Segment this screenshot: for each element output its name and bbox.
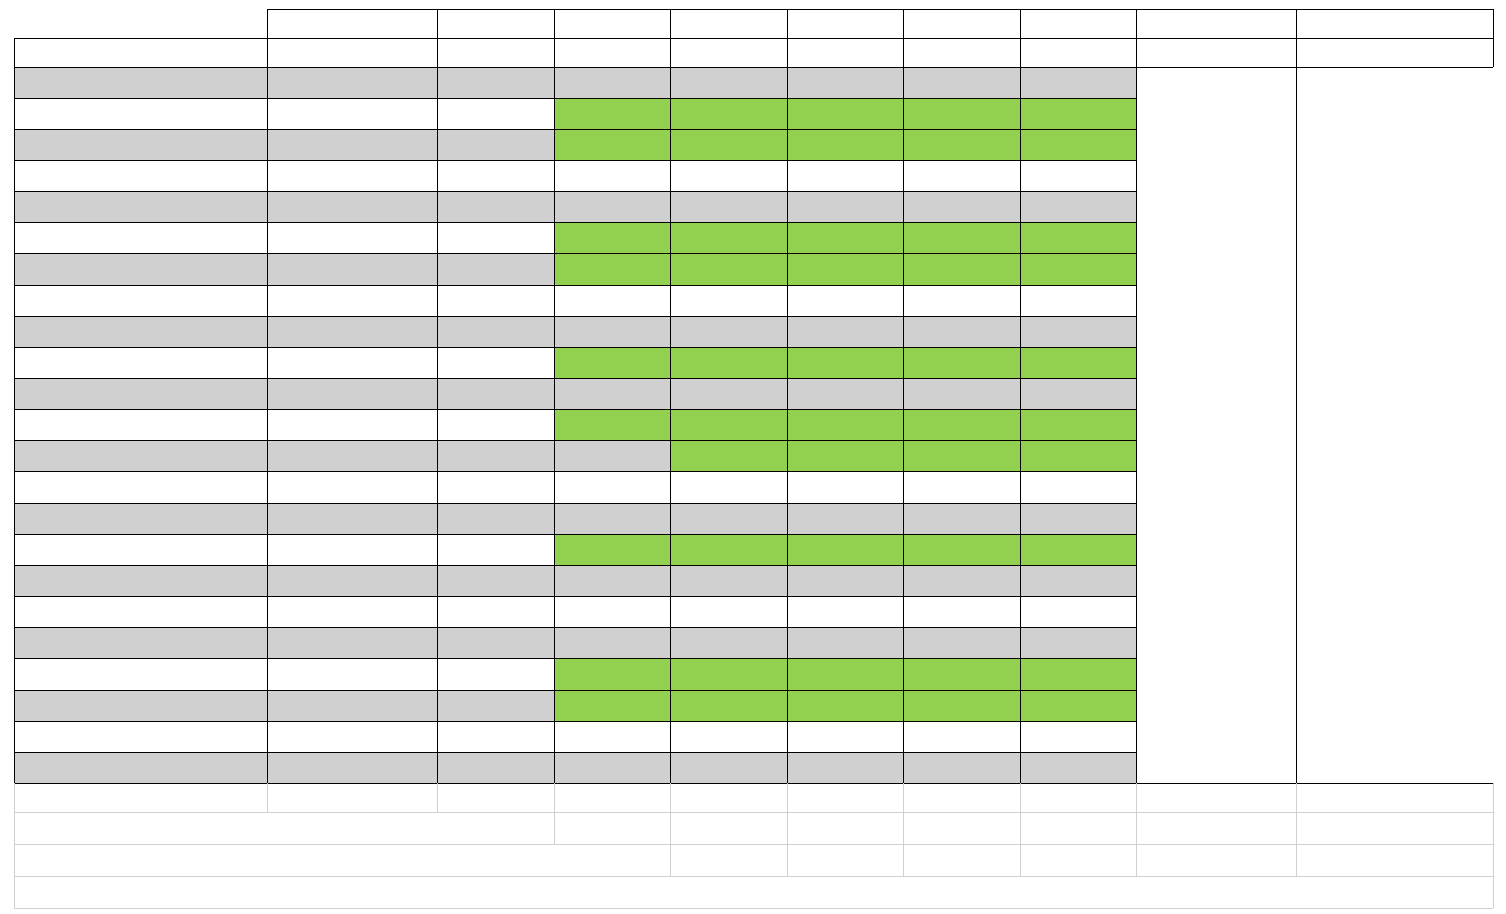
grid-line bbox=[267, 9, 268, 67]
event-name bbox=[14, 285, 267, 316]
event-name bbox=[14, 347, 267, 378]
impound-mark bbox=[437, 534, 554, 565]
event-name bbox=[14, 98, 267, 129]
grid-line bbox=[14, 347, 1136, 348]
grid-line bbox=[14, 534, 1136, 535]
header-column-label bbox=[14, 9, 267, 38]
grid-line bbox=[1020, 67, 1021, 783]
grid-line bbox=[1296, 9, 1297, 67]
header-time-label bbox=[1020, 38, 1136, 67]
self-schedule-band bbox=[554, 347, 1136, 378]
impound-mark bbox=[437, 472, 554, 503]
grid-line bbox=[267, 67, 268, 783]
grid-line bbox=[1136, 844, 1137, 876]
self-schedule-band bbox=[554, 534, 1136, 565]
impound-mark bbox=[437, 690, 554, 721]
grid-line bbox=[554, 9, 555, 67]
impound-mark bbox=[437, 565, 554, 596]
grid-line bbox=[14, 908, 1493, 909]
event-time-mark bbox=[670, 67, 787, 98]
grid-line bbox=[14, 596, 1136, 597]
grid-line bbox=[14, 129, 1136, 130]
header-column-label bbox=[903, 9, 1020, 38]
event-name bbox=[14, 534, 267, 565]
grid-line bbox=[14, 222, 1136, 223]
impound-mark bbox=[437, 410, 554, 441]
event-name bbox=[14, 67, 267, 98]
grid-line bbox=[14, 752, 1136, 753]
self-schedule-band bbox=[554, 659, 1136, 690]
impound-mark bbox=[437, 628, 554, 659]
grid-line bbox=[14, 38, 15, 783]
grid-line bbox=[554, 812, 555, 844]
event-time-mark bbox=[787, 472, 903, 503]
grid-line bbox=[1136, 9, 1137, 67]
grid-line bbox=[903, 844, 904, 876]
grid-line bbox=[670, 67, 671, 783]
grid-line bbox=[14, 378, 1136, 379]
grid-line bbox=[14, 721, 1136, 722]
impound-mark bbox=[437, 67, 554, 98]
grid-line bbox=[14, 503, 1136, 504]
header-time-label bbox=[670, 38, 787, 67]
header-column-label bbox=[1296, 9, 1493, 38]
event-name bbox=[14, 160, 267, 191]
grid-line bbox=[14, 38, 1493, 39]
header-column-label bbox=[1020, 9, 1136, 38]
footnote bbox=[14, 844, 714, 876]
grid-line bbox=[1296, 812, 1297, 844]
impound-mark bbox=[437, 721, 554, 752]
grid-line bbox=[1136, 783, 1493, 784]
self-schedule-band bbox=[554, 98, 1136, 129]
footnote bbox=[14, 876, 714, 908]
grid-line bbox=[14, 160, 1136, 161]
grid-line bbox=[670, 783, 671, 812]
grid-line bbox=[437, 67, 438, 783]
grid-line bbox=[14, 690, 1136, 691]
impound-mark bbox=[437, 192, 554, 223]
grid-line bbox=[670, 9, 671, 67]
footnote bbox=[14, 812, 714, 844]
impound-mark bbox=[437, 129, 554, 160]
event-name bbox=[14, 472, 267, 503]
grid-line bbox=[1020, 844, 1021, 876]
event-time-mark bbox=[787, 503, 903, 534]
impound-mark bbox=[437, 223, 554, 254]
header-time-label bbox=[437, 38, 554, 67]
grid-line bbox=[903, 9, 904, 67]
grid-line bbox=[1136, 783, 1137, 812]
grid-line bbox=[1296, 67, 1297, 783]
grid-line bbox=[787, 67, 788, 783]
impound-mark bbox=[437, 752, 554, 783]
awards-notice bbox=[1296, 67, 1493, 783]
grid-line bbox=[437, 9, 438, 67]
event-name bbox=[14, 316, 267, 347]
event-name bbox=[14, 690, 267, 721]
grid-line bbox=[267, 783, 268, 812]
event-name bbox=[14, 565, 267, 596]
grid-line bbox=[267, 9, 1493, 10]
grid-line bbox=[670, 844, 671, 876]
impound-mark bbox=[437, 597, 554, 628]
grid-line bbox=[14, 876, 1493, 877]
event-time-mark bbox=[670, 628, 787, 659]
event-name bbox=[14, 192, 267, 223]
event-time-mark bbox=[670, 565, 787, 596]
header-time-label bbox=[1136, 38, 1296, 67]
grid-line bbox=[787, 9, 788, 67]
grid-line bbox=[14, 440, 1136, 441]
event-name bbox=[14, 379, 267, 410]
event-name bbox=[14, 254, 267, 285]
event-time-mark bbox=[903, 752, 1020, 783]
grid-line bbox=[1020, 783, 1021, 812]
grid-line bbox=[437, 783, 438, 812]
grid-line bbox=[14, 253, 1136, 254]
event-time-mark bbox=[554, 316, 670, 347]
impound-mark bbox=[437, 285, 554, 316]
event-name bbox=[14, 410, 267, 441]
header-column-label bbox=[787, 9, 903, 38]
event-time-mark bbox=[787, 192, 903, 223]
grid-line bbox=[14, 316, 1136, 317]
impound-mark bbox=[437, 441, 554, 472]
impound-mark bbox=[437, 316, 554, 347]
impound-mark bbox=[437, 98, 554, 129]
grid-line bbox=[1020, 9, 1021, 67]
grid-line bbox=[787, 812, 788, 844]
grid-line bbox=[787, 783, 788, 812]
grid-line bbox=[14, 565, 1136, 566]
header-time-label bbox=[14, 38, 267, 67]
grid-line bbox=[14, 812, 1493, 813]
impound-mark bbox=[437, 379, 554, 410]
self-schedule-band bbox=[554, 254, 1136, 285]
header-column-label bbox=[437, 9, 554, 38]
grid-line bbox=[14, 783, 15, 908]
event-name bbox=[14, 721, 267, 752]
grid-line bbox=[14, 409, 1136, 410]
header-time-label bbox=[267, 38, 437, 67]
clear-out-notice bbox=[1136, 67, 1296, 783]
event-time-mark bbox=[1020, 721, 1136, 752]
grid-line bbox=[14, 191, 1136, 192]
grid-line bbox=[14, 783, 1136, 784]
event-time-mark bbox=[554, 441, 670, 472]
event-time-mark bbox=[903, 379, 1020, 410]
header-column-label bbox=[554, 9, 670, 38]
event-name bbox=[14, 628, 267, 659]
grid-line bbox=[1136, 67, 1137, 783]
event-name bbox=[14, 503, 267, 534]
self-schedule-band bbox=[554, 223, 1136, 254]
grid-line bbox=[1136, 812, 1137, 844]
grid-line bbox=[903, 812, 904, 844]
grid-line bbox=[1493, 783, 1494, 908]
header-time-label bbox=[1296, 38, 1493, 67]
event-name bbox=[14, 129, 267, 160]
grid-line bbox=[14, 658, 1136, 659]
header-time-label bbox=[554, 38, 670, 67]
grid-line bbox=[1020, 812, 1021, 844]
impound-mark bbox=[437, 503, 554, 534]
event-name bbox=[14, 597, 267, 628]
grid-line bbox=[554, 67, 555, 783]
event-name bbox=[14, 659, 267, 690]
event-name bbox=[14, 441, 267, 472]
header-column-label bbox=[267, 9, 437, 38]
header-time-label bbox=[903, 38, 1020, 67]
event-time-mark bbox=[670, 160, 787, 191]
grid-line bbox=[1493, 9, 1494, 67]
event-name bbox=[14, 752, 267, 783]
header-column-label bbox=[670, 9, 787, 38]
self-schedule-band bbox=[554, 410, 1136, 441]
event-time-mark bbox=[903, 597, 1020, 628]
grid-line bbox=[903, 783, 904, 812]
grid-line bbox=[903, 67, 904, 783]
grid-line bbox=[787, 844, 788, 876]
grid-line bbox=[14, 67, 1493, 68]
header-time-label bbox=[787, 38, 903, 67]
grid-line bbox=[14, 285, 1136, 286]
event-name bbox=[14, 223, 267, 254]
grid-line bbox=[14, 98, 1136, 99]
impound-mark bbox=[437, 254, 554, 285]
impound-mark bbox=[437, 347, 554, 378]
event-time-mark bbox=[787, 285, 903, 316]
grid-line bbox=[554, 783, 555, 812]
grid-line bbox=[1296, 844, 1297, 876]
impound-mark bbox=[437, 160, 554, 191]
grid-line bbox=[14, 627, 1136, 628]
self-schedule-band bbox=[554, 129, 1136, 160]
self-schedule-band bbox=[554, 690, 1136, 721]
impound-mark bbox=[437, 659, 554, 690]
grid-line bbox=[1296, 783, 1297, 812]
grid-line bbox=[14, 844, 1493, 845]
grid-line bbox=[670, 812, 671, 844]
grid-line bbox=[14, 471, 1136, 472]
header-column-label bbox=[1136, 9, 1296, 38]
